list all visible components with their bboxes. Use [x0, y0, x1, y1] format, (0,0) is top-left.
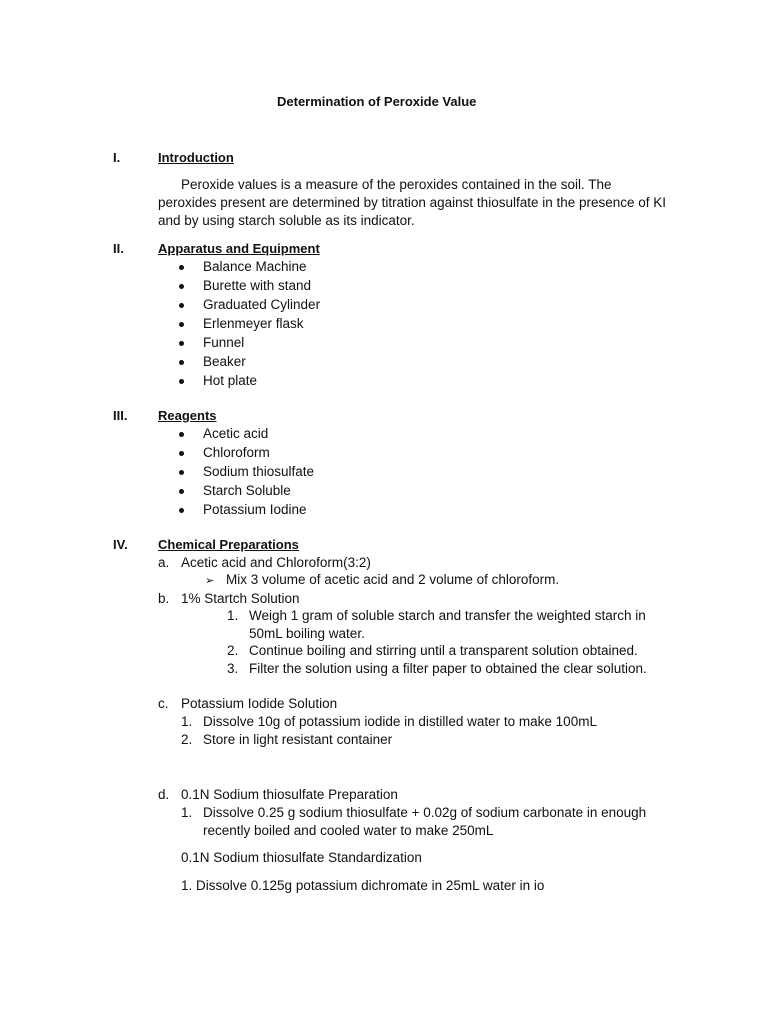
bullet-icon: [179, 432, 184, 437]
section-number-reagents: III.: [113, 408, 128, 423]
step-number: 3.: [227, 661, 239, 676]
bullet-icon: [179, 303, 184, 308]
section-number-prep: IV.: [113, 537, 128, 552]
prep-marker-a: a.: [158, 555, 170, 570]
step-text: Dissolve 10g of potassium iodide in distilled water to make 100mL: [203, 714, 597, 729]
section-title-reagents: Reagents: [158, 408, 217, 423]
apparatus-item: Balance Machine: [203, 259, 307, 274]
step-text: 50mL boiling water.: [249, 626, 365, 641]
bullet-icon: [179, 489, 184, 494]
intro-paragraph-line: peroxides present are determined by titration against thiosulfate in the presence of KI: [158, 195, 667, 210]
page-title: Determination of Peroxide Value: [277, 94, 477, 109]
apparatus-item: Graduated Cylinder: [203, 297, 321, 312]
standardization-step: 1. Dissolve 0.125g potassium dichromate in 25mL water in io: [181, 878, 545, 893]
reagent-item: Sodium thiosulfate: [203, 464, 315, 479]
step-text: Filter the solution using a filter paper to obtained the clear solution.: [249, 661, 647, 676]
step-text: Store in light resistant container: [203, 732, 393, 747]
bullet-icon: [179, 508, 184, 513]
bullet-icon: [179, 341, 184, 346]
bullet-icon: [179, 470, 184, 475]
step-text: Continue boiling and stirring until a transparent solution obtained.: [249, 643, 638, 658]
apparatus-item: Burette with stand: [203, 278, 312, 293]
standardization-title: 0.1N Sodium thiosulfate Standardization: [181, 850, 422, 865]
prep-label-a: Acetic acid and Chloroform(3:2): [181, 555, 371, 570]
reagent-item: Chloroform: [203, 445, 270, 460]
apparatus-item: Erlenmeyer flask: [203, 316, 304, 331]
reagent-item: Potassium Iodine: [203, 502, 307, 517]
prep-label-d: 0.1N Sodium thiosulfate Preparation: [181, 787, 398, 802]
intro-paragraph-line: Peroxide values is a measure of the peroxides contained in the soil. The: [181, 177, 612, 192]
bullet-icon: [179, 360, 184, 365]
step-number: 2.: [181, 732, 193, 747]
step-text: Weigh 1 gram of soluble starch and transfer the weighted starch in: [249, 608, 646, 623]
prep-marker-b: b.: [158, 591, 170, 606]
section-number-intro: I.: [113, 150, 121, 165]
arrow-bullet-icon: ➢: [205, 575, 215, 587]
reagent-item: Starch Soluble: [203, 483, 291, 498]
bullet-icon: [179, 451, 184, 456]
intro-paragraph-line: and by using starch soluble as its indicator.: [158, 213, 415, 228]
bullet-icon: [179, 284, 184, 289]
step-number: 1.: [181, 714, 193, 729]
step-number: 1.: [181, 805, 193, 820]
prep-marker-d: d.: [158, 787, 170, 802]
bullet-icon: [179, 379, 184, 384]
section-title-prep: Chemical Preparations: [158, 537, 299, 552]
prep-label-b: 1% Startch Solution: [181, 591, 300, 606]
bullet-icon: [179, 322, 184, 327]
bullet-icon: [179, 265, 184, 270]
prep-marker-c: c.: [158, 696, 169, 711]
section-title-intro: Introduction: [158, 150, 234, 165]
step-text: recently boiled and cooled water to make 250mL: [203, 823, 494, 838]
apparatus-item: Funnel: [203, 335, 245, 350]
reagent-item: Acetic acid: [203, 426, 269, 441]
apparatus-item: Beaker: [203, 354, 246, 369]
prep-label-c: Potassium Iodide Solution: [181, 696, 338, 711]
section-number-apparatus: II.: [113, 241, 124, 256]
step-number: 1.: [227, 608, 239, 623]
apparatus-item: Hot plate: [203, 373, 258, 388]
step-text: Dissolve 0.25 g sodium thiosulfate + 0.02g of sodium carbonate in enough: [203, 805, 647, 820]
prep-a-sub-item: Mix 3 volume of acetic acid and 2 volume of chloroform.: [226, 572, 560, 587]
section-title-apparatus: Apparatus and Equipment: [158, 241, 320, 256]
step-number: 2.: [227, 643, 239, 658]
